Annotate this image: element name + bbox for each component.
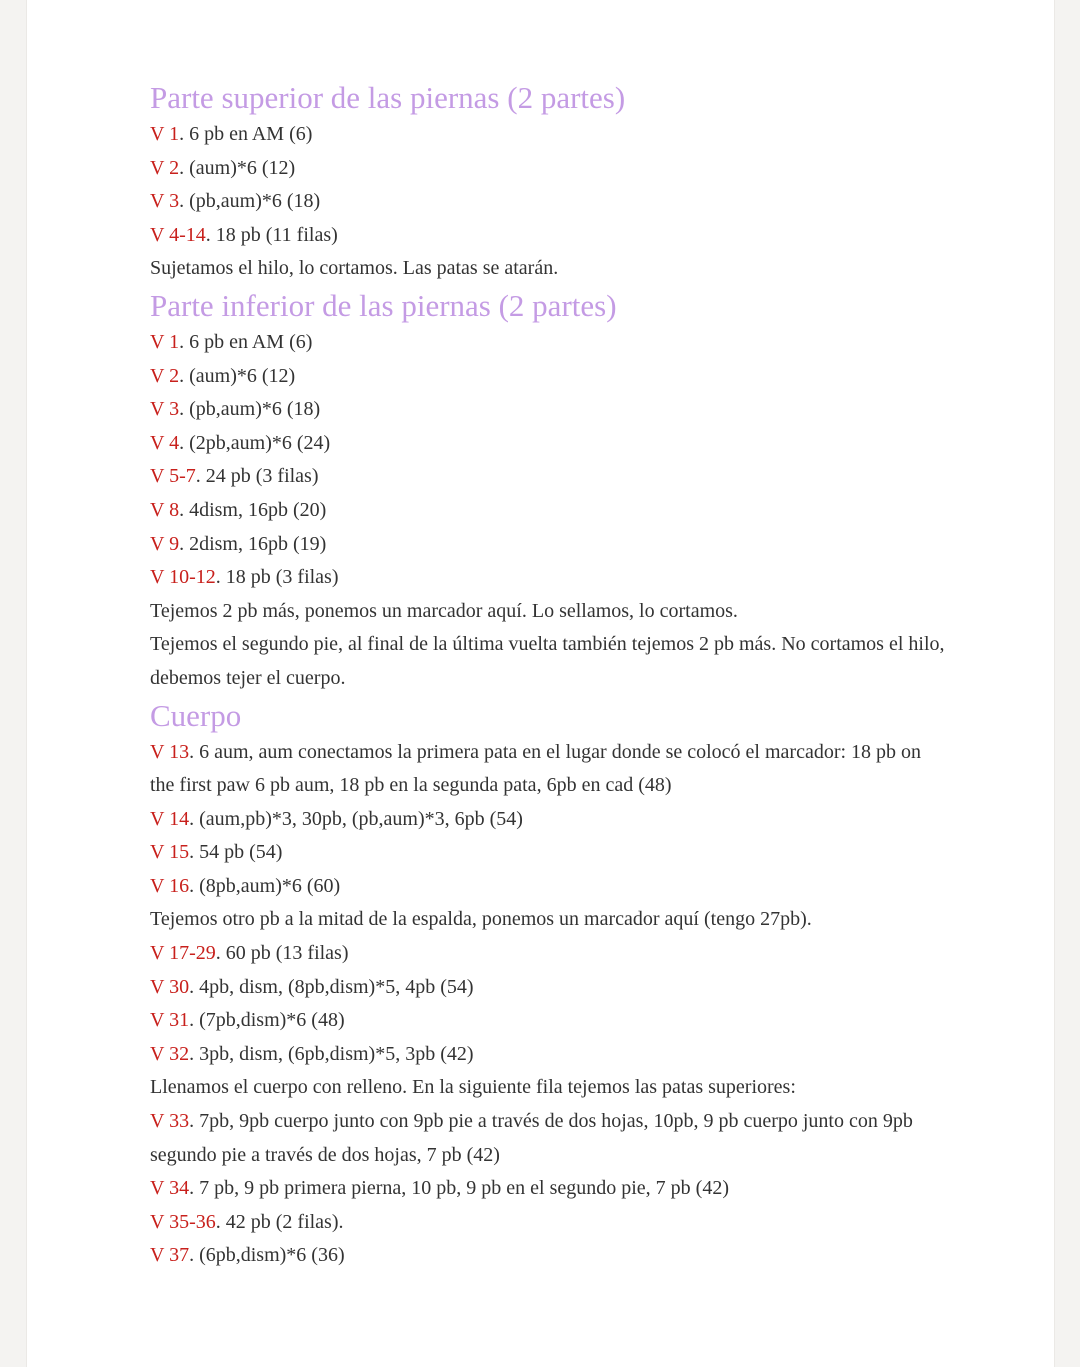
row-instruction: . 18 pb (3 filas) [215, 566, 339, 589]
round-number: V 2 [150, 156, 180, 179]
row-instruction: . (6pb,dism)*6 (36) [189, 1244, 345, 1267]
round-number: V 2 [150, 364, 180, 387]
round-number: V 13 [150, 740, 190, 763]
section-title-body: Cuerpo [150, 697, 242, 733]
round-number: V 33 [150, 1110, 190, 1133]
row-instruction: . 6 pb en AM (6) [179, 330, 313, 353]
note-text: Llenamos el cuerpo con relleno. En la siguiente fila tejemos las patas superiores: [150, 1076, 796, 1099]
row-instruction: . (2pb,aum)*6 (24) [179, 431, 331, 454]
pattern-row [150, 1105, 950, 1172]
pattern-row [150, 1038, 950, 1072]
round-number: V 4 [150, 431, 180, 454]
round-number: V 30 [150, 975, 190, 998]
pattern-row [150, 219, 950, 253]
round-number: V 16 [150, 874, 190, 897]
pattern-content [150, 78, 950, 1273]
row-instruction: . 7 pb, 9 pb primera pierna, 10 pb, 9 pb en el segundo pie, 7 pb (42) [189, 1177, 729, 1200]
section-title-upper-legs: Parte superior de las piernas (2 partes) [150, 80, 626, 115]
round-number: V 17-29 [150, 942, 216, 965]
row-instruction: . 54 pb (54) [189, 841, 283, 864]
round-number: V 9 [150, 532, 180, 555]
row-instruction: . (pb,aum)*6 (18) [179, 190, 321, 213]
pattern-row [150, 736, 950, 803]
pattern-row [150, 937, 950, 971]
pattern-row [150, 393, 950, 427]
row-instruction: . (aum)*6 (12) [179, 364, 296, 387]
round-number: V 1 [150, 123, 180, 145]
note-text: Sujetamos el hilo, lo cortamos. Las patas se atarán. [150, 257, 559, 280]
pattern-row [150, 803, 950, 837]
round-number: V 15 [150, 841, 190, 864]
pattern-row [150, 185, 950, 219]
pattern-row [150, 1004, 950, 1038]
round-number: V 37 [150, 1244, 190, 1267]
pattern-row [150, 460, 950, 494]
round-number: V 4-14 [150, 223, 206, 246]
pattern-row [150, 326, 950, 360]
pattern-row [150, 152, 950, 186]
note-text: Tejemos el segundo pie, al final de la última vuelta también tejemos 2 pb más. No cortamos el hilo, debemos tejer el cuerpo. [150, 633, 945, 689]
pattern-row [150, 360, 950, 394]
row-instruction: . 60 pb (13 filas) [215, 942, 349, 965]
row-instruction: . (8pb,aum)*6 (60) [189, 874, 341, 897]
row-instruction: . (aum)*6 (12) [179, 156, 296, 179]
pattern-row [150, 494, 950, 528]
row-instruction: . (7pb,dism)*6 (48) [189, 1009, 345, 1032]
round-number: V 32 [150, 1042, 190, 1065]
row-instruction: . 42 pb (2 filas). [215, 1210, 344, 1233]
round-number: V 3 [150, 190, 180, 213]
pattern-row [150, 1206, 950, 1240]
row-instruction: . 24 pb (3 filas) [195, 465, 319, 488]
round-number: V 3 [150, 398, 180, 421]
row-instruction: . 3pb, dism, (6pb,dism)*5, 3pb (42) [189, 1042, 474, 1065]
round-number: V 35-36 [150, 1210, 216, 1233]
row-instruction: . 4dism, 16pb (20) [179, 498, 327, 521]
round-number: V 8 [150, 498, 180, 521]
pattern-row [150, 836, 950, 870]
note-text: Tejemos 2 pb más, ponemos un marcador aquí. Lo sellamos, lo cortamos. [150, 599, 738, 622]
pattern-row [150, 971, 950, 1005]
round-number: V 14 [150, 807, 190, 830]
document-page [26, 0, 1055, 1367]
round-number: V 34 [150, 1177, 190, 1200]
row-instruction: . 6 aum, aum conectamos la primera pata en el lugar donde se colocó el marcador: 18 pb on the first paw 6 pb aum, 18 pb en la segunda pata, 6pb en cad (48) [150, 740, 922, 797]
pattern-row [150, 870, 950, 904]
row-instruction: . 6 pb en AM (6) [179, 123, 313, 145]
pattern-row [150, 427, 950, 461]
row-instruction: . 18 pb (11 filas) [205, 223, 338, 246]
row-instruction: . (aum,pb)*3, 30pb, (pb,aum)*3, 6pb (54) [189, 807, 523, 830]
pattern-row [150, 1172, 950, 1206]
section-title-lower-legs: Parte inferior de las piernas (2 partes) [150, 287, 617, 323]
row-instruction: . 2dism, 16pb (19) [179, 532, 327, 555]
pattern-row [150, 528, 950, 562]
round-number: V 5-7 [150, 465, 196, 488]
pattern-row [150, 118, 950, 152]
row-instruction: . 7pb, 9pb cuerpo junto con 9pb pie a través de dos hojas, 10pb, 9 pb cuerpo junto con 9pb segundo pie a través de dos hojas, 7 pb (42) [150, 1110, 913, 1166]
round-number: V 10-12 [150, 566, 216, 589]
row-instruction: . (pb,aum)*6 (18) [179, 398, 321, 421]
row-instruction: . 4pb, dism, (8pb,dism)*5, 4pb (54) [189, 975, 474, 998]
round-number: V 1 [150, 330, 180, 353]
note-text: Tejemos otro pb a la mitad de la espalda, ponemos un marcador aquí (tengo 27pb). [150, 908, 812, 931]
round-number: V 31 [150, 1009, 190, 1032]
pattern-row [150, 561, 950, 595]
pattern-row [150, 1239, 950, 1273]
